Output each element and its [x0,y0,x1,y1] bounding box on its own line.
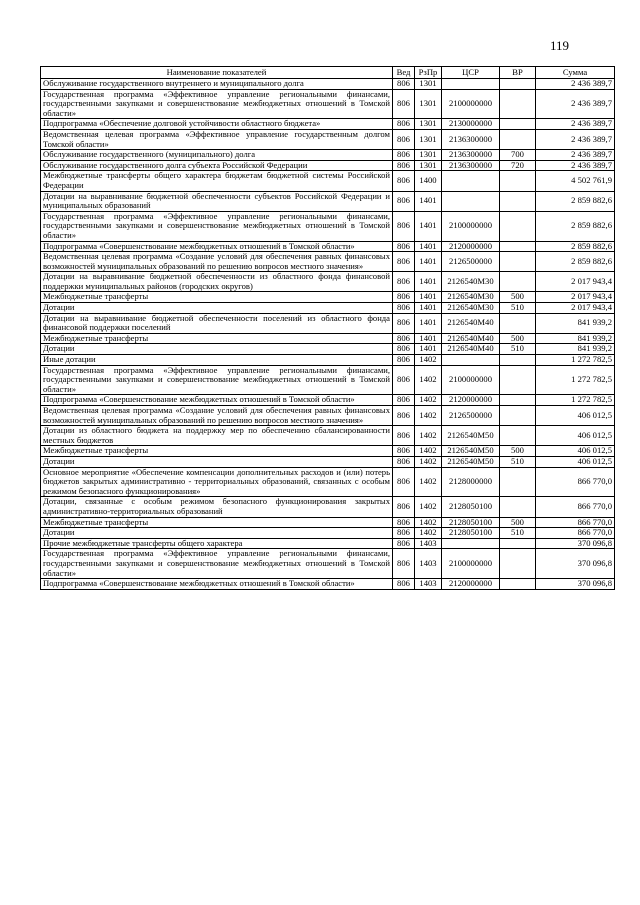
cell-vr [500,171,536,191]
cell-csr: 2100000000 [442,211,500,241]
cell-vr: 500 [500,517,536,528]
cell-ved: 806 [393,579,415,590]
cell-csr: 2136300000 [442,160,500,171]
cell-sum: 866 770,0 [536,467,615,497]
cell-csr: 2126540М30 [442,303,500,314]
cell-ved: 806 [393,517,415,528]
cell-sum: 2 859 882,6 [536,241,615,252]
cell-csr [442,538,500,549]
cell-rzpr: 1402 [415,395,442,406]
cell-ved: 806 [393,171,415,191]
cell-sum: 2 436 389,7 [536,160,615,171]
table-row [41,252,615,272]
cell-ved: 806 [393,292,415,303]
table-row [41,517,615,528]
cell-vr: 510 [500,456,536,467]
cell-ved: 806 [393,129,415,149]
cell-sum: 2 017 943,4 [536,303,615,314]
cell-name: Ведомственная целевая программа «Эффективное управление государственным долгом Томской области» [41,129,393,149]
cell-csr: 2100000000 [442,365,500,395]
cell-name: Государственная программа «Эффективное управление региональными финансами, государственными закупками и совершенствование межбюджетных отношений в Томской области» [41,211,393,241]
cell-ved: 806 [393,191,415,211]
cell-vr [500,211,536,241]
table-row [41,129,615,149]
cell-sum: 1 272 782,5 [536,365,615,395]
cell-sum: 2 436 389,7 [536,150,615,161]
cell-sum: 370 096,8 [536,549,615,579]
cell-rzpr: 1402 [415,446,442,457]
cell-sum: 841 939,2 [536,344,615,355]
cell-ved: 806 [393,333,415,344]
cell-sum: 406 012,5 [536,406,615,426]
column-header-vr: ВР [500,67,536,79]
cell-vr: 500 [500,333,536,344]
cell-vr: 510 [500,344,536,355]
cell-name: Дотации [41,344,393,355]
cell-name: Дотации из областного бюджета на поддержку мер по обеспечению сбалансированности местных бюджетов [41,426,393,446]
cell-vr [500,313,536,333]
cell-rzpr: 1402 [415,365,442,395]
cell-ved: 806 [393,446,415,457]
cell-sum: 2 017 943,4 [536,272,615,292]
table-row [41,406,615,426]
cell-csr [442,79,500,90]
cell-csr: 2126540М50 [442,446,500,457]
cell-name: Дотации на выравнивание бюджетной обеспеченности из областного фонда финансовой поддержки муниципальных районов (городских округов) [41,272,393,292]
table-body [41,79,615,590]
table-row [41,313,615,333]
table-row [41,333,615,344]
cell-name: Основное мероприятие «Обеспечение компенсации дополнительных расходов и (или) потерь бюджетов закрытых административно - территориальных образований, связанных с особым режимом безопасного функционирования» [41,467,393,497]
cell-ved: 806 [393,313,415,333]
table-row [41,344,615,355]
cell-rzpr: 1400 [415,171,442,191]
cell-sum: 1 272 782,5 [536,355,615,366]
cell-rzpr: 1401 [415,252,442,272]
cell-rzpr: 1301 [415,129,442,149]
cell-sum: 841 939,2 [536,313,615,333]
budget-table [40,66,615,590]
cell-name: Государственная программа «Эффективное управление региональными финансами, государственными закупками и совершенствование межбюджетных отношений в Томской области» [41,549,393,579]
cell-csr: 2128050100 [442,517,500,528]
cell-sum: 2 436 389,7 [536,79,615,90]
cell-sum: 4 502 761,9 [536,171,615,191]
cell-vr [500,252,536,272]
cell-ved: 806 [393,303,415,314]
cell-rzpr: 1301 [415,150,442,161]
cell-rzpr: 1301 [415,160,442,171]
cell-ved: 806 [393,497,415,517]
cell-csr: 2100000000 [442,89,500,119]
table-row [41,579,615,590]
cell-vr [500,549,536,579]
cell-csr [442,171,500,191]
cell-sum: 2 859 882,6 [536,191,615,211]
cell-csr: 2128050100 [442,528,500,539]
cell-vr [500,89,536,119]
cell-rzpr: 1402 [415,456,442,467]
cell-vr: 500 [500,446,536,457]
cell-rzpr: 1301 [415,79,442,90]
cell-name: Дотации [41,456,393,467]
cell-rzpr: 1401 [415,303,442,314]
cell-sum: 2 436 389,7 [536,89,615,119]
cell-vr [500,119,536,130]
cell-rzpr: 1301 [415,119,442,130]
column-header-name: Наименование показателей [41,67,393,79]
cell-csr [442,355,500,366]
cell-vr: 500 [500,292,536,303]
cell-ved: 806 [393,406,415,426]
header-row [41,67,615,79]
cell-name: Подпрограмма «Обеспечение долговой устойчивости областного бюджета» [41,119,393,130]
cell-name: Межбюджетные трансферты [41,333,393,344]
cell-vr [500,497,536,517]
table-row [41,119,615,130]
cell-csr: 2128050100 [442,497,500,517]
cell-ved: 806 [393,160,415,171]
cell-rzpr: 1401 [415,211,442,241]
cell-vr [500,241,536,252]
cell-name: Дотации, связанные с особым режимом безопасного функционирования закрытых административно-территориальных образований [41,497,393,517]
cell-name: Дотации на выравнивание бюджетной обеспеченности поселений из областного фонда финансовой поддержки поселений [41,313,393,333]
cell-csr: 2126540М30 [442,272,500,292]
table-row [41,467,615,497]
table-row [41,79,615,90]
cell-ved: 806 [393,395,415,406]
page-number: 119 [550,38,570,53]
table-row [41,528,615,539]
cell-sum: 370 096,8 [536,579,615,590]
cell-rzpr: 1401 [415,292,442,303]
cell-sum: 2 859 882,6 [536,211,615,241]
cell-name: Ведомственная целевая программа «Создание условий для обеспечения равных финансовых возможностей муниципальных образований по решению вопросов местного значения» [41,406,393,426]
cell-ved: 806 [393,538,415,549]
column-header-rzpr: РзПр [415,67,442,79]
table-row [41,211,615,241]
cell-vr [500,426,536,446]
cell-ved: 806 [393,119,415,130]
table-row [41,89,615,119]
cell-vr [500,395,536,406]
table-row [41,241,615,252]
cell-csr: 2126500000 [442,252,500,272]
cell-rzpr: 1403 [415,538,442,549]
cell-csr: 2120000000 [442,579,500,590]
cell-ved: 806 [393,365,415,395]
cell-csr: 2126540М50 [442,426,500,446]
cell-rzpr: 1402 [415,528,442,539]
cell-name: Государственная программа «Эффективное управление региональными финансами, государственными закупками и совершенствование межбюджетных отношений в Томской области» [41,365,393,395]
cell-name: Обслуживание государственного (муниципального) долга [41,150,393,161]
cell-ved: 806 [393,355,415,366]
cell-ved: 806 [393,344,415,355]
column-header-ved: Вед [393,67,415,79]
cell-csr [442,191,500,211]
cell-sum: 1 272 782,5 [536,395,615,406]
cell-name: Государственная программа «Эффективное управление региональными финансами, государственными закупками и совершенствование межбюджетных отношений в Томской области» [41,89,393,119]
cell-name: Межбюджетные трансферты [41,446,393,457]
cell-vr [500,406,536,426]
cell-vr [500,129,536,149]
cell-rzpr: 1401 [415,272,442,292]
cell-csr: 2120000000 [442,395,500,406]
cell-ved: 806 [393,252,415,272]
cell-csr: 2100000000 [442,549,500,579]
cell-name: Иные дотации [41,355,393,366]
cell-vr [500,467,536,497]
cell-sum: 866 770,0 [536,497,615,517]
table-row [41,171,615,191]
cell-rzpr: 1401 [415,313,442,333]
table-row [41,538,615,549]
cell-ved: 806 [393,89,415,119]
table-row [41,446,615,457]
table-row [41,160,615,171]
cell-csr: 2128000000 [442,467,500,497]
cell-ved: 806 [393,549,415,579]
cell-ved: 806 [393,528,415,539]
cell-rzpr: 1401 [415,241,442,252]
cell-name: Межбюджетные трансферты [41,292,393,303]
cell-csr: 2126540М40 [442,333,500,344]
cell-ved: 806 [393,150,415,161]
table-row [41,292,615,303]
cell-rzpr: 1401 [415,191,442,211]
cell-sum: 866 770,0 [536,517,615,528]
cell-name: Дотации [41,303,393,314]
table-row [41,365,615,395]
cell-rzpr: 1402 [415,497,442,517]
cell-rzpr: 1401 [415,344,442,355]
table-row [41,150,615,161]
cell-rzpr: 1403 [415,579,442,590]
cell-sum: 866 770,0 [536,528,615,539]
cell-rzpr: 1403 [415,549,442,579]
cell-name: Подпрограмма «Совершенствование межбюджетных отношений в Томской области» [41,241,393,252]
table-row [41,191,615,211]
column-header-csr: ЦСР [442,67,500,79]
cell-name: Ведомственная целевая программа «Создание условий для обеспечения равных финансовых возможностей муниципальных образований по решению вопросов местного значения» [41,252,393,272]
table-row [41,395,615,406]
cell-csr: 2126500000 [442,406,500,426]
cell-ved: 806 [393,79,415,90]
cell-ved: 806 [393,467,415,497]
cell-vr: 510 [500,303,536,314]
cell-sum: 406 012,5 [536,426,615,446]
cell-sum: 2 017 943,4 [536,292,615,303]
cell-csr: 2136300000 [442,150,500,161]
cell-csr: 2136300000 [442,129,500,149]
cell-csr: 2130000000 [442,119,500,130]
table-row [41,456,615,467]
cell-sum: 2 859 882,6 [536,252,615,272]
cell-name: Дотации на выравнивание бюджетной обеспеченности субъектов Российской Федерации и муниципальных образований [41,191,393,211]
cell-vr [500,365,536,395]
cell-name: Дотации [41,528,393,539]
table-row [41,355,615,366]
cell-sum: 841 939,2 [536,333,615,344]
cell-rzpr: 1402 [415,426,442,446]
cell-name: Подпрограмма «Совершенствование межбюджетных отношений в Томской области» [41,579,393,590]
cell-rzpr: 1402 [415,517,442,528]
cell-name: Межбюджетные трансферты общего характера бюджетам бюджетной системы Российской Федерации [41,171,393,191]
cell-csr: 2126540М50 [442,456,500,467]
cell-ved: 806 [393,456,415,467]
cell-ved: 806 [393,241,415,252]
cell-rzpr: 1301 [415,89,442,119]
cell-sum: 406 012,5 [536,456,615,467]
cell-sum: 406 012,5 [536,446,615,457]
cell-sum: 2 436 389,7 [536,129,615,149]
cell-vr [500,272,536,292]
table-row [41,497,615,517]
cell-ved: 806 [393,272,415,292]
cell-vr [500,538,536,549]
cell-name: Обслуживание государственного долга субъекта Российской Федерации [41,160,393,171]
table-row [41,272,615,292]
cell-ved: 806 [393,426,415,446]
cell-ved: 806 [393,211,415,241]
cell-vr [500,79,536,90]
cell-vr [500,579,536,590]
cell-csr: 2126540М40 [442,344,500,355]
table-row [41,303,615,314]
cell-rzpr: 1402 [415,467,442,497]
table-row [41,426,615,446]
cell-csr: 2126540М40 [442,313,500,333]
cell-name: Межбюджетные трансферты [41,517,393,528]
cell-name: Обслуживание государственного внутреннего и муниципального долга [41,79,393,90]
cell-rzpr: 1402 [415,406,442,426]
cell-rzpr: 1401 [415,333,442,344]
table-row [41,549,615,579]
cell-vr [500,191,536,211]
cell-vr [500,355,536,366]
cell-rzpr: 1402 [415,355,442,366]
cell-name: Прочие межбюджетные трансферты общего характера [41,538,393,549]
cell-sum: 370 096,8 [536,538,615,549]
cell-csr: 2126540М30 [442,292,500,303]
cell-vr: 510 [500,528,536,539]
cell-name: Подпрограмма «Совершенствование межбюджетных отношений в Томской области» [41,395,393,406]
cell-sum: 2 436 389,7 [536,119,615,130]
cell-vr: 700 [500,150,536,161]
cell-csr: 2120000000 [442,241,500,252]
column-header-sum: Сумма [536,67,615,79]
cell-vr: 720 [500,160,536,171]
